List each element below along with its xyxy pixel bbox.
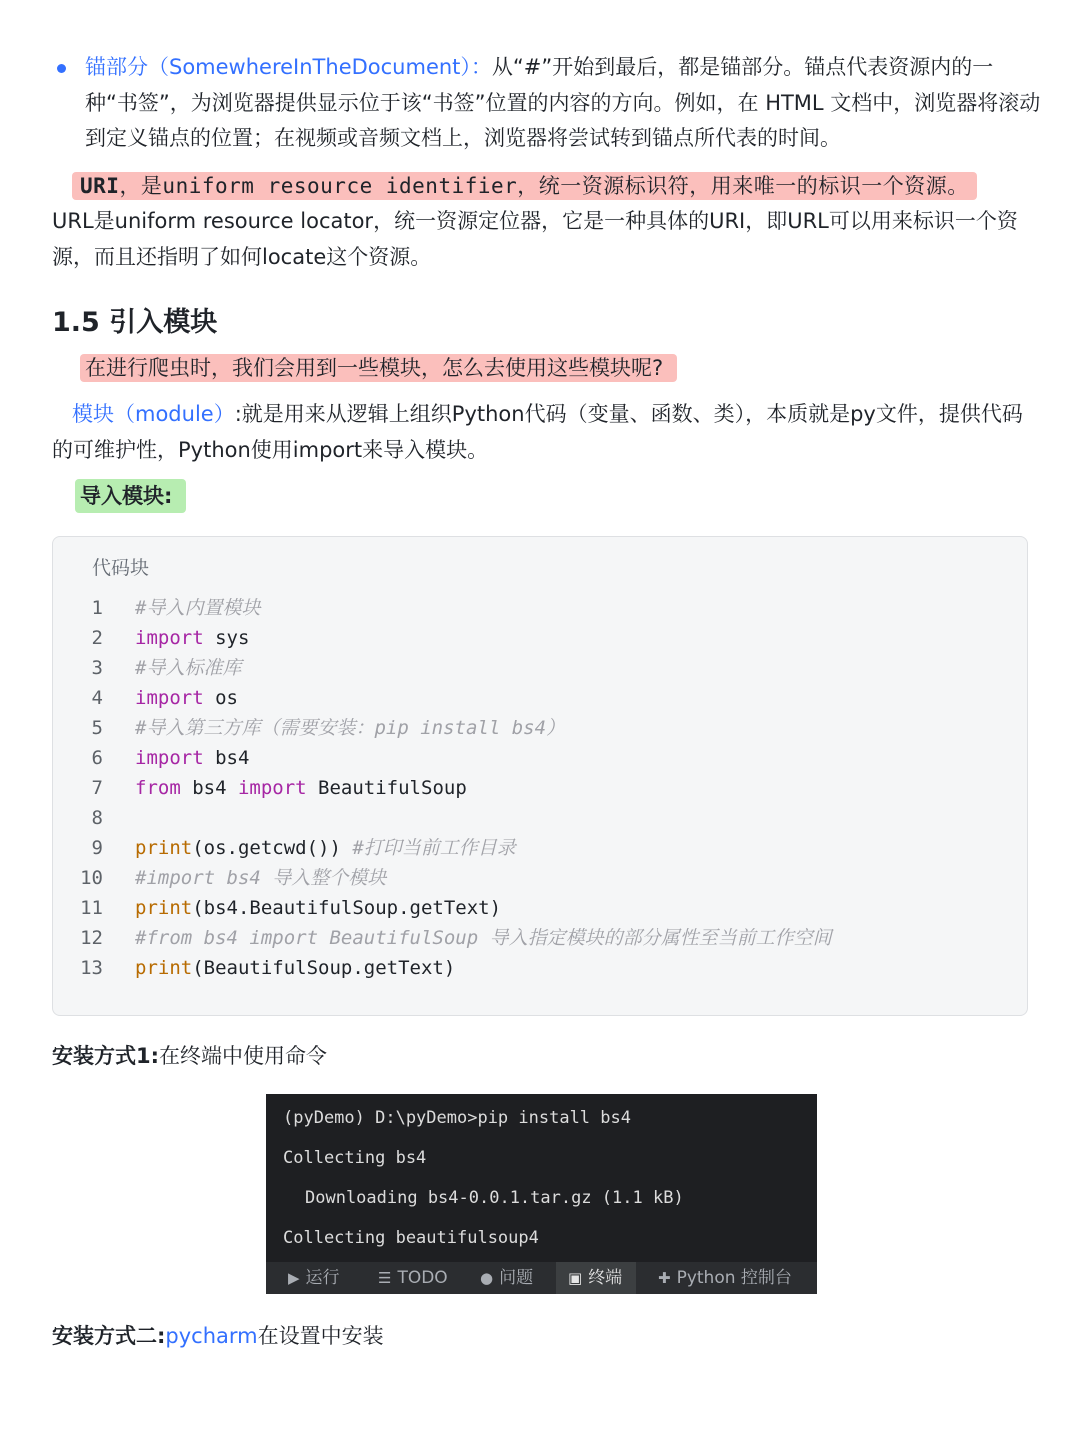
tab-label: TODO xyxy=(397,1268,448,1288)
run-icon: ▶ xyxy=(288,1269,300,1287)
problems-icon: ● xyxy=(480,1269,494,1287)
anchor-description: 从“#”开始到最后，都是锚部分。锚点代表资源内的一种“书签”，为浏览器提供显示位于该“书签”位置的内容的方向。例如，在 HTML 文档中，浏览器将滚动到定义锚点的位置；在视频或音频文档上，浏览器将尝试转到锚点所代表的时间。 xyxy=(85,55,1041,150)
line-number: 8 xyxy=(91,807,103,829)
import-module-label: 导入模块: xyxy=(75,479,186,513)
code-line xyxy=(53,773,1027,803)
uri-note xyxy=(72,170,977,202)
terminal-icon: ▣ xyxy=(568,1269,583,1287)
code-text xyxy=(135,683,238,713)
section-title: 1.5 引入模块 xyxy=(52,307,218,338)
tab-run[interactable] xyxy=(288,1262,340,1294)
code-line xyxy=(53,833,1027,863)
code-line xyxy=(53,623,1027,653)
tab-label: 终端 xyxy=(588,1268,623,1288)
code-function: print xyxy=(135,837,193,859)
code-token: BeautifulSoup xyxy=(306,777,467,799)
line-number: 13 xyxy=(80,957,103,979)
install-method-1-text: 在终端中使用命令 xyxy=(159,1044,328,1068)
code-line xyxy=(53,593,1027,623)
line-number: 6 xyxy=(91,747,103,769)
code-line xyxy=(53,863,1027,893)
code-token: (os.getcwd()) xyxy=(192,837,353,859)
terminal-line: (pyDemo) D:\pyDemo>pip install bs4 xyxy=(283,1108,631,1128)
url-note: URL是uniform resource locator，统一资源定位器，它是一种具体的URI，即URL可以用来标识一个资源，而且还指明了如何locate这个资源。 xyxy=(52,209,1018,269)
code-text xyxy=(135,713,565,743)
tab-label: 问题 xyxy=(499,1268,534,1288)
code-line xyxy=(53,743,1027,773)
code-line xyxy=(53,893,1027,923)
code-line xyxy=(53,713,1027,743)
anchor-bullet-item xyxy=(52,50,1042,157)
tab-terminal[interactable] xyxy=(556,1262,636,1294)
code-token: (BeautifulSoup.getText) xyxy=(192,957,456,979)
code-block-title: 代码块 xyxy=(92,557,150,579)
uri-highlight xyxy=(72,172,977,200)
install-method-2 xyxy=(52,1320,384,1350)
line-number: 1 xyxy=(91,597,103,619)
code-function: print xyxy=(135,897,193,919)
code-text xyxy=(135,953,455,983)
line-number: 9 xyxy=(91,837,103,859)
code-token: os xyxy=(203,687,238,709)
anchor-term-link[interactable]: 锚部分（SomewhereInTheDocument）： xyxy=(85,55,492,79)
code-function: print xyxy=(135,957,193,979)
anchor-bullet-text xyxy=(85,50,1042,157)
install-method-1-label: 安装方式1: xyxy=(52,1044,160,1068)
code-token: bs4 xyxy=(180,777,238,799)
tab-label: Python 控制台 xyxy=(676,1268,792,1288)
code-text xyxy=(135,773,467,803)
code-token: bs4 xyxy=(203,747,250,769)
code-text xyxy=(135,653,241,683)
terminal-line: Collecting beautifulsoup4 xyxy=(283,1228,539,1248)
code-line xyxy=(53,653,1027,683)
module-paragraph xyxy=(52,397,1032,468)
question-line xyxy=(80,352,677,384)
tab-todo[interactable] xyxy=(378,1262,448,1294)
code-keyword: import xyxy=(135,747,204,769)
tab-label: 运行 xyxy=(305,1268,340,1288)
terminal-line: Collecting bs4 xyxy=(283,1148,427,1168)
tab-problems[interactable] xyxy=(480,1262,533,1294)
code-line xyxy=(53,923,1027,953)
terminal-output xyxy=(283,1098,684,1258)
code-text xyxy=(135,743,249,773)
pycharm-link[interactable]: pycharm xyxy=(165,1324,258,1348)
code-line xyxy=(53,803,1027,833)
line-number: 3 xyxy=(91,657,103,679)
terminal-screenshot xyxy=(266,1094,817,1294)
bullet-dot xyxy=(57,64,66,73)
code-token: sys xyxy=(203,627,250,649)
line-number: 4 xyxy=(91,687,103,709)
code-text xyxy=(135,893,501,923)
uri-lead: URI xyxy=(80,174,120,198)
code-keyword: from xyxy=(135,777,181,799)
line-number: 7 xyxy=(91,777,103,799)
code-comment: #打印当前工作目录 xyxy=(352,837,516,859)
line-number: 12 xyxy=(80,927,103,949)
code-comment: #导入标准库 xyxy=(135,657,242,679)
code-text xyxy=(135,863,386,893)
code-comment: #import bs4 导入整个模块 xyxy=(135,867,387,889)
code-text xyxy=(135,923,832,953)
code-text xyxy=(135,623,249,653)
uri-text: ，是uniform resource identifier，统一资源标识符，用来唯一的标识一个资源。 xyxy=(119,174,969,198)
code-comment: #导入内置模块 xyxy=(135,597,261,619)
code-comment: #导入第三方库（需要安装：pip install bs4） xyxy=(135,717,566,739)
code-keyword: import xyxy=(135,687,204,709)
terminal-line: Downloading bs4-0.0.1.tar.gz (1.1 kB) xyxy=(305,1188,684,1208)
line-number: 2 xyxy=(91,627,103,649)
code-lines xyxy=(53,593,1027,983)
question-highlight: 在进行爬虫时，我们会用到一些模块，怎么去使用这些模块呢? xyxy=(80,354,677,382)
line-number: 5 xyxy=(91,717,103,739)
install-method-2-label: 安装方式二: xyxy=(52,1324,166,1348)
code-text xyxy=(135,833,516,863)
module-term-link[interactable]: 模块（module） xyxy=(72,402,235,426)
line-number: 10 xyxy=(80,867,103,889)
code-token: (bs4.BeautifulSoup.getText) xyxy=(192,897,502,919)
install-method-1 xyxy=(52,1040,327,1070)
code-block[interactable] xyxy=(52,536,1028,1016)
code-text xyxy=(135,593,260,623)
module-description: :就是用来从逻辑上组织Python代码（变量、函数、类），本质就是py文件，提供代码的可维护性，Python使用import来导入模块。 xyxy=(52,402,1023,462)
install-method-2-text: 在设置中安装 xyxy=(257,1324,384,1348)
todo-icon: ☰ xyxy=(378,1269,392,1287)
python-icon: ✚ xyxy=(658,1269,671,1287)
code-keyword: import xyxy=(237,777,307,799)
code-line xyxy=(53,953,1027,983)
code-line xyxy=(53,683,1027,713)
line-number: 11 xyxy=(80,897,103,919)
tool-window-bar xyxy=(266,1262,817,1294)
code-comment: #from bs4 import BeautifulSoup 导入指定模块的部分属性至当前工作空间 xyxy=(135,927,832,949)
code-keyword: import xyxy=(135,627,204,649)
tab-python-console[interactable] xyxy=(658,1262,792,1294)
